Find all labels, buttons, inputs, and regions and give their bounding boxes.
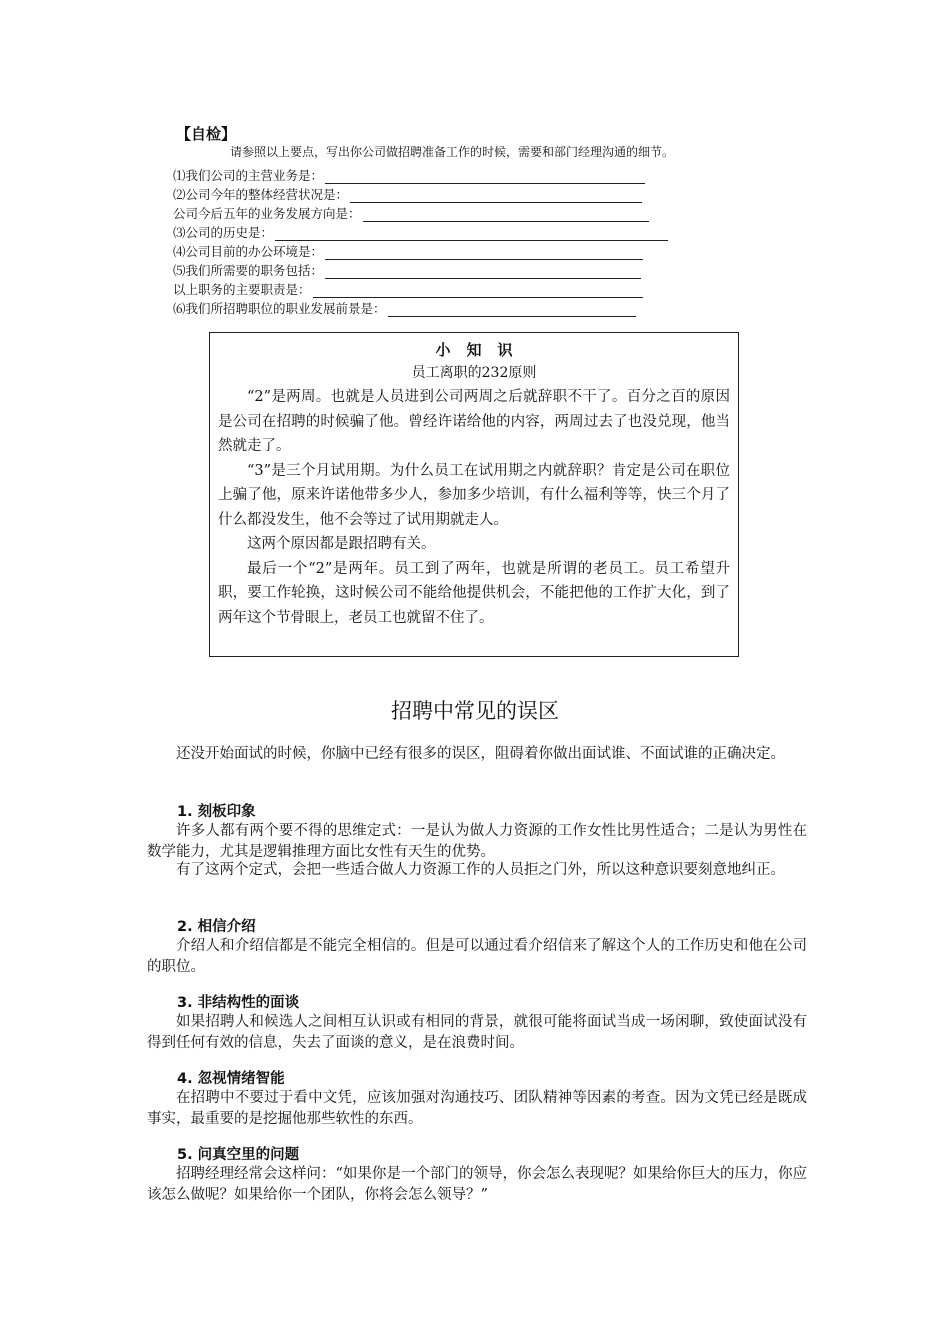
item-paragraph: 有了这两个定式，会把一些适合做人力资源工作的人员拒之门外，所以这种意识要刻意地纠正。 (176, 862, 785, 878)
question-label: ⑸我们所需要的职务包括： (173, 263, 324, 278)
question-label: ⑷公司目前的办公环境是： (173, 244, 324, 259)
answer-line[interactable] (275, 226, 668, 241)
knowledge-paragraph: 这两个原因都是跟招聘有关。 (247, 536, 436, 552)
item-paragraph: 介绍人和介绍信都是不能完全相信的。但是可以通过看介绍信来了解这个人的工作历史和他在公司的职位。 (147, 938, 807, 975)
question-row (173, 298, 636, 317)
answer-line[interactable] (388, 302, 636, 317)
question-row (173, 241, 643, 260)
knowledge-box (209, 332, 739, 657)
knowledge-paragraph: 最后一个“2”是两年。员工到了两年，也就是所谓的老员工。员工希望升职，要工作轮换，这时候公司不能给他提供机会，不能把他的工作扩大化，到了两年这个节骨眼上，老员工也就留不住了。 (218, 560, 730, 626)
answer-line[interactable] (325, 169, 645, 184)
item-heading: 3. 非结构性的面谈 (177, 995, 300, 1011)
knowledge-subtitle: 员工离职的232原则 (411, 365, 537, 381)
self-check-title: 【自检】 (176, 125, 237, 143)
item-paragraph: 许多人都有两个要不得的思维定式：一是认为做人力资源的工作女性比男性适合；二是认为男性在数学能力，尤其是逻辑推理方面比女性有天生的优势。 (147, 823, 807, 860)
item-paragraph: 如果招聘人和候选人之间相互认识或有相同的背景，就很可能将面试当成一场闲聊，致使面试没有得到任何有效的信息，失去了面谈的意义，是在浪费时间。 (147, 1014, 807, 1051)
section-intro: 还没开始面试的时候，你脑中已经有很多的误区，阻碍着你做出面试谁、不面试谁的正确决定。 (176, 746, 785, 762)
question-row (173, 184, 642, 203)
item-heading: 4. 忽视情绪智能 (177, 1071, 285, 1087)
item-heading: 2. 相信介绍 (177, 919, 256, 935)
item-paragraph: 在招聘中不要过于看中文凭，应该加强对沟通技巧、团队精神等因素的考查。因为文凭已经是既成事实，最重要的是挖掘他那些软性的东西。 (147, 1090, 807, 1127)
question-row (173, 203, 649, 222)
question-row (173, 279, 643, 298)
answer-line[interactable] (313, 283, 643, 298)
knowledge-paragraph: “3”是三个月试用期。为什么员工在试用期之内就辞职？肯定是公司在职位上骗了他，原来许诺他带多少人，参加多少培训，有什么福利等等，快三个月了什么都没发生，他不会等过了试用期就走人。 (218, 462, 730, 528)
answer-line[interactable] (325, 245, 643, 260)
question-row (173, 165, 645, 184)
item-heading: 5. 问真空里的问题 (177, 1147, 300, 1163)
section-title: 招聘中常见的误区 (391, 699, 559, 723)
item-paragraph: 招聘经理经常会这样问：“如果你是一个部门的领导，你会怎么表现呢？如果给你巨大的压力，你应该怎么做呢？如果给你一个团队，你将会怎么领导？” (147, 1166, 807, 1203)
question-label: 公司今后五年的业务发展方向是： (173, 206, 361, 221)
question-label: ⑹我们所招聘职位的职业发展前景是： (173, 301, 386, 316)
question-label: ⑶公司的历史是： (173, 225, 274, 240)
answer-line[interactable] (363, 207, 649, 222)
answer-line[interactable] (325, 264, 641, 279)
question-row (173, 222, 668, 241)
item-heading: 1. 刻板印象 (177, 804, 256, 820)
knowledge-heading: 小知识 (435, 341, 529, 359)
knowledge-paragraph: “2”是两周。也就是人员进到公司两周之后就辞职不干了。百分之百的原因是公司在招聘的时候骗了他。曾经许诺给他的内容，两周过去了也没兑现，他当然就走了。 (218, 389, 730, 454)
question-label: 以上职务的主要职责是： (173, 282, 311, 297)
question-label: ⑵公司今年的整体经营状况是： (173, 187, 349, 202)
question-row (173, 260, 641, 279)
question-label: ⑴我们公司的主营业务是： (173, 168, 324, 183)
answer-line[interactable] (350, 188, 642, 203)
self-check-intro: 请参照以上要点，写出你公司做招聘准备工作的时候，需要和部门经理沟通的细节。 (230, 145, 675, 159)
